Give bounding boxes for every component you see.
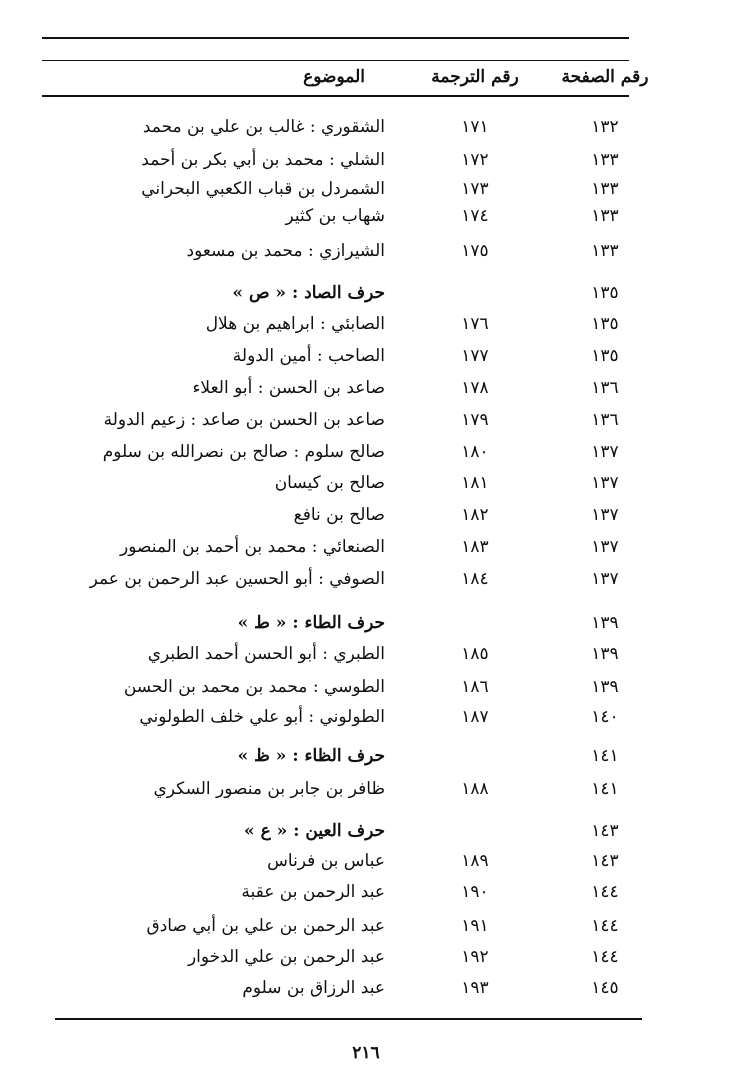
page-number-cell: ١٣٣ bbox=[591, 206, 619, 226]
entry-number-cell: ١٨٦ bbox=[461, 677, 489, 697]
entry-number-cell: ١٧٨ bbox=[461, 378, 489, 398]
index-row bbox=[0, 532, 732, 562]
subject-cell: الطبري : أبو الحسن أحمد الطبري bbox=[147, 644, 385, 664]
index-row bbox=[0, 236, 732, 266]
subject-cell: ظافر بن جابر بن منصور السكري bbox=[153, 779, 385, 799]
column-header-subject: الموضوع bbox=[303, 67, 365, 87]
entry-number-cell: ١٧٦ bbox=[461, 314, 489, 334]
index-row bbox=[0, 437, 732, 467]
subject-cell: صالح بن نافع bbox=[293, 505, 385, 525]
subject-cell: الشمردل بن قباب الكعبي البحراني bbox=[141, 179, 385, 199]
section-heading-row bbox=[0, 608, 732, 638]
subject-cell: الصاحب : أمين الدولة bbox=[232, 346, 385, 366]
entry-number-cell: ١٧٩ bbox=[461, 410, 489, 430]
page-number-cell: ١٤٤ bbox=[591, 882, 619, 902]
subject-cell: الطولوني : أبو علي خلف الطولوني bbox=[139, 707, 385, 727]
entry-number-cell: ١٧٤ bbox=[461, 206, 489, 226]
entry-number-cell: ١٧٥ bbox=[461, 241, 489, 261]
section-heading-row bbox=[0, 741, 732, 771]
index-row bbox=[0, 846, 732, 876]
page-number-cell: ١٤٣ bbox=[591, 851, 619, 871]
page-number-cell: ١٤٣ bbox=[591, 821, 619, 841]
page-number-cell: ١٣٧ bbox=[591, 473, 619, 493]
page-number-cell: ١٣٩ bbox=[591, 677, 619, 697]
entry-number-cell: ١٨٢ bbox=[461, 505, 489, 525]
entry-number-cell: ١٩٣ bbox=[461, 978, 489, 998]
table-header bbox=[0, 62, 732, 92]
section-heading: حرف الظاء : « ظ » bbox=[237, 746, 385, 766]
page-number-cell: ١٣٧ bbox=[591, 569, 619, 589]
index-row bbox=[0, 639, 732, 669]
index-row bbox=[0, 942, 732, 972]
section-heading-row bbox=[0, 278, 732, 308]
subject-cell: الشقوري : غالب بن علي بن محمد bbox=[142, 117, 385, 137]
page-number-cell: ١٣٥ bbox=[591, 314, 619, 334]
page-number-cell: ١٣٣ bbox=[591, 179, 619, 199]
top-rule bbox=[42, 37, 629, 39]
page-number-cell: ١٣٩ bbox=[591, 644, 619, 664]
index-row bbox=[0, 373, 732, 403]
page-number-cell: ١٣٧ bbox=[591, 505, 619, 525]
section-heading: حرف الصاد : « ص » bbox=[232, 283, 385, 303]
entry-number-cell: ١٨٠ bbox=[461, 442, 489, 462]
column-header-page: رقم الصفحة bbox=[561, 67, 649, 87]
entry-number-cell: ١٧٣ bbox=[461, 179, 489, 199]
index-row bbox=[0, 112, 732, 142]
entry-number-cell: ١٧٧ bbox=[461, 346, 489, 366]
entry-number-cell: ١٨١ bbox=[461, 473, 489, 493]
index-row bbox=[0, 309, 732, 339]
subject-cell: عبد الرحمن بن علي بن أبي صادق bbox=[146, 916, 385, 936]
entry-number-cell: ١٨٥ bbox=[461, 644, 489, 664]
index-row bbox=[0, 145, 732, 175]
entry-number-cell: ١٧٢ bbox=[461, 150, 489, 170]
subject-cell: صاعد بن الحسن بن صاعد : زعيم الدولة bbox=[103, 410, 385, 430]
page-number-cell: ١٣٣ bbox=[591, 241, 619, 261]
page-number-cell: ١٣٧ bbox=[591, 442, 619, 462]
index-row bbox=[0, 174, 732, 204]
subject-cell: عبد الرحمن بن عقبة bbox=[241, 882, 385, 902]
index-row bbox=[0, 774, 732, 804]
header-bottom-rule bbox=[42, 95, 629, 97]
subject-cell: عباس بن فرناس bbox=[267, 851, 385, 871]
index-row bbox=[0, 500, 732, 530]
entry-number-cell: ١٩٢ bbox=[461, 947, 489, 967]
entry-number-cell: ١٨٤ bbox=[461, 569, 489, 589]
section-heading: حرف العين : « ع » bbox=[244, 821, 385, 841]
index-row bbox=[0, 702, 732, 732]
section-heading-row bbox=[0, 816, 732, 846]
index-row bbox=[0, 911, 732, 941]
page-number-cell: ١٤٥ bbox=[591, 978, 619, 998]
page-number-cell: ١٣٦ bbox=[591, 410, 619, 430]
index-row bbox=[0, 973, 732, 1003]
page-number-cell: ١٣٣ bbox=[591, 150, 619, 170]
page-number-cell: ١٣٥ bbox=[591, 346, 619, 366]
index-row bbox=[0, 877, 732, 907]
index-row bbox=[0, 468, 732, 498]
page-number-cell: ١٤٠ bbox=[591, 707, 619, 727]
page-number-cell: ١٤١ bbox=[591, 746, 619, 766]
entry-number-cell: ١٩١ bbox=[461, 916, 489, 936]
page-number-cell: ١٤١ bbox=[591, 779, 619, 799]
subject-cell: صالح سلوم : صالح بن نصرالله بن سلوم bbox=[102, 442, 385, 462]
column-header-entry-number: رقم الترجمة bbox=[431, 67, 519, 87]
index-row bbox=[0, 405, 732, 435]
page-number-cell: ١٣٥ bbox=[591, 283, 619, 303]
entry-number-cell: ١٩٠ bbox=[461, 882, 489, 902]
bottom-rule bbox=[55, 1018, 642, 1020]
page-number-cell: ١٣٦ bbox=[591, 378, 619, 398]
page-number-cell: ١٣٢ bbox=[591, 117, 619, 137]
page-number-cell: ١٣٩ bbox=[591, 613, 619, 633]
entry-number-cell: ١٧١ bbox=[461, 117, 489, 137]
entry-number-cell: ١٨٧ bbox=[461, 707, 489, 727]
entry-number-cell: ١٨٩ bbox=[461, 851, 489, 871]
subject-cell: الشيرازي : محمد بن مسعود bbox=[186, 241, 385, 261]
page-number-cell: ١٤٤ bbox=[591, 916, 619, 936]
index-row bbox=[0, 672, 732, 702]
index-row bbox=[0, 564, 732, 594]
subject-cell: عبد الرحمن بن علي الدخوار bbox=[187, 947, 385, 967]
subject-cell: الطوسي : محمد بن محمد بن الحسن bbox=[123, 677, 385, 697]
subject-cell: الصنعائي : محمد بن أحمد بن المنصور bbox=[120, 537, 385, 557]
page-number-cell: ١٤٤ bbox=[591, 947, 619, 967]
entry-number-cell: ١٨٣ bbox=[461, 537, 489, 557]
subject-cell: صاعد بن الحسن : أبو العلاء bbox=[192, 378, 385, 398]
subject-cell: شهاب بن كثير bbox=[285, 206, 385, 226]
header-top-rule bbox=[42, 60, 629, 61]
section-heading: حرف الطاء : « ط » bbox=[237, 613, 385, 633]
entry-number-cell: ١٨٨ bbox=[461, 779, 489, 799]
subject-cell: عبد الرزاق بن سلوم bbox=[242, 978, 385, 998]
subject-cell: صالح بن كيسان bbox=[274, 473, 385, 493]
subject-cell: الشلي : محمد بن أبي بكر بن أحمد bbox=[141, 150, 385, 170]
index-row bbox=[0, 201, 732, 231]
subject-cell: الصابئي : ابراهيم بن هلال bbox=[205, 314, 385, 334]
index-row bbox=[0, 341, 732, 371]
page-number-cell: ١٣٧ bbox=[591, 537, 619, 557]
subject-cell: الصوفي : أبو الحسين عبد الرحمن بن عمر bbox=[89, 569, 385, 589]
page-number: ٢١٦ bbox=[352, 1043, 380, 1063]
